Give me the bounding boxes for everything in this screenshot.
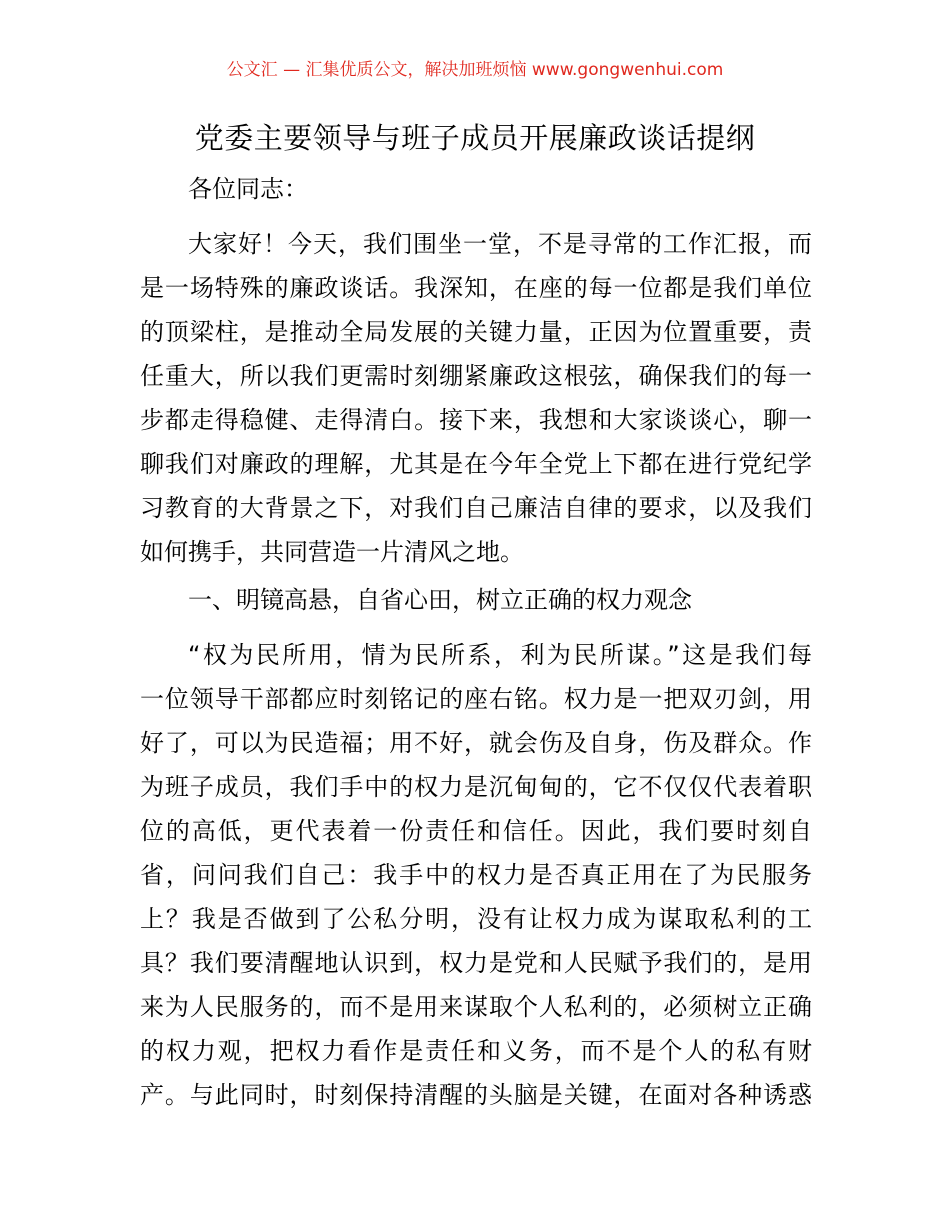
site-banner: 公文汇 — 汇集优质公文，解决加班烦恼 www.gongwenhui.com xyxy=(226,60,724,80)
paragraph-power xyxy=(140,633,812,1117)
paragraph-line: 位的高低，更代表着一份责任和信任。因此，我们要时刻自 xyxy=(140,817,812,845)
paragraph-line: “权为民所用，情为民所系，利为民所谋。”这是我们每 xyxy=(188,641,812,669)
paragraph-line: 大家好！今天，我们围坐一堂，不是寻常的工作汇报，而 xyxy=(188,230,812,258)
section-heading: 一、明镜高悬，自省心田，树立正确的权力观念 xyxy=(188,586,692,614)
salutation: 各位同志： xyxy=(188,175,308,203)
document-title: 党委主要领导与班子成员开展廉政谈话提纲 xyxy=(194,121,756,155)
paragraph-line: 来为人民服务的，而不是用来谋取个人私利的，必须树立正确 xyxy=(140,993,812,1021)
paragraph-line: 步都走得稳健、走得清白。接下来，我想和大家谈谈心，聊一 xyxy=(140,406,812,434)
paragraph-intro xyxy=(140,222,812,574)
paragraph-line: 省，问问我们自己：我手中的权力是否真正用在了为民服务 xyxy=(140,861,812,889)
paragraph-line: 如何携手，共同营造一片清风之地。 xyxy=(140,538,524,566)
paragraph-line: 任重大，所以我们更需时刻绷紧廉政这根弦，确保我们的每一 xyxy=(140,362,812,390)
paragraph-line: 是一场特殊的廉政谈话。我深知，在座的每一位都是我们单位 xyxy=(140,274,812,302)
paragraph-line: 为班子成员，我们手中的权力是沉甸甸的，它不仅仅代表着职 xyxy=(140,773,812,801)
salutation-block xyxy=(140,167,812,211)
paragraph-line: 好了，可以为民造福；用不好，就会伤及自身，伤及群众。作 xyxy=(140,729,812,757)
section-heading-block xyxy=(140,578,812,622)
paragraph-line: 的顶梁柱，是推动全局发展的关键力量，正因为位置重要，责 xyxy=(140,318,812,346)
paragraph-line: 聊我们对廉政的理解，尤其是在今年全党上下都在进行党纪学 xyxy=(140,450,812,478)
paragraph-line: 上？我是否做到了公私分明，没有让权力成为谋取私利的工 xyxy=(140,905,812,933)
paragraph-line: 习教育的大背景之下，对我们自己廉洁自律的要求，以及我们 xyxy=(140,494,812,522)
paragraph-line: 具？我们要清醒地认识到，权力是党和人民赋予我们的，是用 xyxy=(140,949,812,977)
paragraph-line: 产。与此同时，时刻保持清醒的头脑是关键，在面对各种诱惑 xyxy=(140,1081,812,1109)
paragraph-line: 的权力观，把权力看作是责任和义务，而不是个人的私有财 xyxy=(140,1037,812,1065)
paragraph-line: 一位领导干部都应时刻铭记的座右铭。权力是一把双刃剑，用 xyxy=(140,685,812,713)
